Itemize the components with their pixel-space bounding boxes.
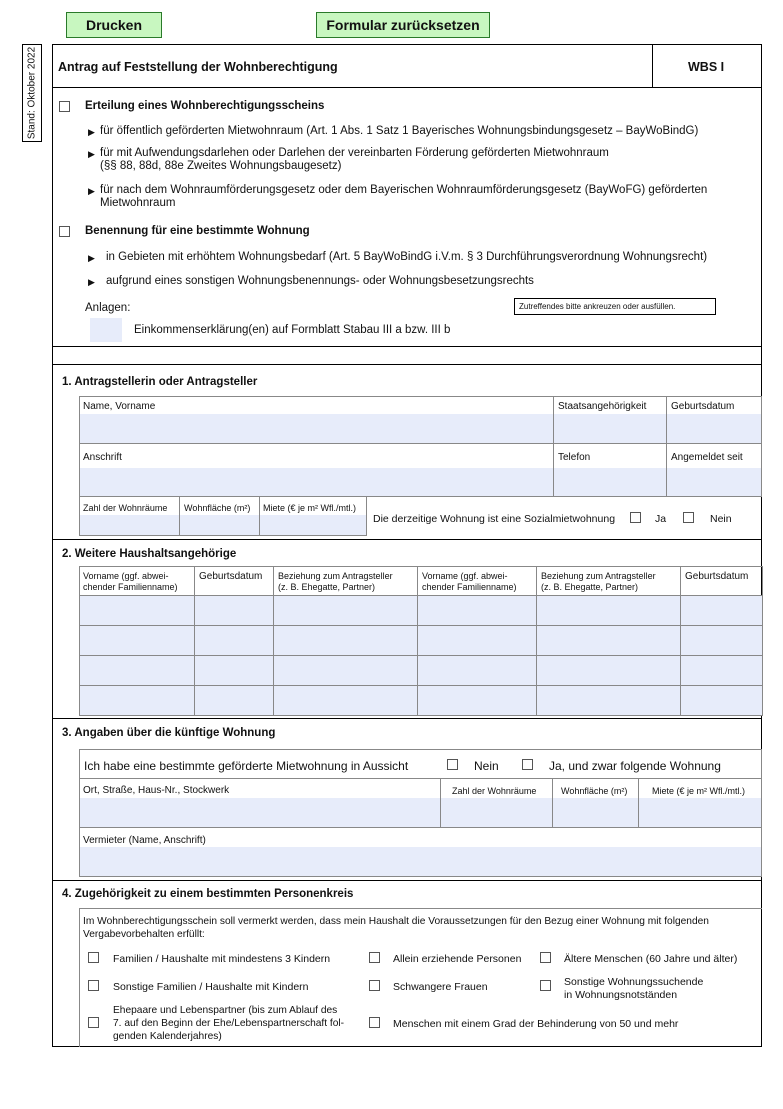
household-input-cell[interactable] [273, 685, 418, 716]
disability-label: Menschen mit einem Grad der Behinderung von 50 und mehr [393, 1018, 679, 1030]
household-input-cell[interactable] [417, 595, 537, 626]
area-input[interactable] [180, 515, 259, 535]
single-parent-label: Allein erziehende Personen [393, 953, 522, 965]
birth-input[interactable] [667, 414, 761, 443]
household-input-cell[interactable] [417, 655, 537, 686]
bullet-icon: ▶ [88, 253, 95, 263]
area-label: Wohnfläche (m²) [184, 503, 251, 513]
household-input-cell[interactable] [194, 625, 274, 656]
household-input-cell[interactable] [417, 685, 537, 716]
anlagen-label: Anlagen: [85, 302, 131, 314]
option1-item: Mietwohnraum [100, 197, 176, 209]
household-input-cell[interactable] [79, 625, 195, 656]
social-question: Die derzeitige Wohnung ist eine Sozialmietwohnung [373, 513, 616, 525]
household-input-cell[interactable] [273, 655, 418, 686]
bullet-icon: ▶ [88, 186, 95, 196]
option1-item: für öffentlich geförderten Mietwohnraum (Art. 1 Abs. 1 Satz 1 Bayerisches Wohnungsbindungsgesetz – BayWoBindG) [100, 125, 699, 137]
emergency-label: in Wohnungsnotständen [564, 989, 678, 1001]
prospect-no-checkbox[interactable] [447, 759, 458, 770]
address-input[interactable] [80, 468, 553, 496]
prospect-yes-checkbox[interactable] [522, 759, 533, 770]
name-input[interactable] [80, 414, 553, 443]
option2-label: Benennung für eine bestimmte Wohnung [85, 225, 310, 237]
household-input-cell[interactable] [194, 655, 274, 686]
rent-label: Miete (€ je m² Wfl./mtl.) [263, 503, 357, 513]
household-input-cell[interactable] [536, 625, 681, 656]
registered-input[interactable] [667, 468, 761, 496]
disability-checkbox[interactable] [369, 1017, 380, 1028]
section4-title: 4. Zugehörigkeit zu einem bestimmten Personenkreis [62, 888, 354, 900]
rooms-input[interactable] [80, 515, 179, 535]
stand-label: Stand: Oktober 2022 [22, 44, 42, 142]
couples-label: 7. auf den Beginn der Ehe/Lebenspartnerschaft fol- [113, 1018, 345, 1029]
future-area-label: Wohnfläche (m²) [561, 786, 628, 796]
divider [52, 364, 762, 365]
nationality-label: Staatsangehörigkeit [558, 401, 647, 412]
hint-box: Zutreffendes bitte ankreuzen oder ausfüllen. [514, 298, 716, 315]
anlage-checkbox[interactable] [90, 318, 122, 342]
phone-label: Telefon [558, 452, 591, 463]
bullet-icon: ▶ [88, 149, 95, 159]
rooms-label: Zahl der Wohnräume [83, 503, 168, 513]
option2-item: aufgrund eines sonstigen Wohnungsbenennungs- oder Wohnungsbesetzungsrechts [106, 275, 534, 287]
reset-form-button[interactable]: Formular zurücksetzen [316, 12, 490, 38]
rent-input[interactable] [260, 515, 366, 535]
birth-label: Geburtsdatum [671, 401, 735, 412]
col-relation-header: Beziehung zum Antragsteller [541, 571, 656, 581]
option2-item: in Gebieten mit erhöhtem Wohnungsbedarf (Art. 5 BayWoBindG i.V.m. § 3 Durchführungsverordnung Wohnungsrecht) [106, 251, 708, 263]
wbs-checkbox[interactable] [59, 101, 70, 112]
col-name-header: chender Familienname) [422, 582, 517, 592]
divider [52, 880, 762, 881]
col-birth-header: Geburtsdatum [199, 571, 263, 582]
household-input-cell[interactable] [79, 655, 195, 686]
divider [52, 346, 762, 347]
future-area-input[interactable] [553, 798, 638, 827]
future-rooms-label: Zahl der Wohnräume [452, 786, 537, 796]
form-title: Antrag auf Feststellung der Wohnberechtigung [58, 60, 338, 74]
option1-label: Erteilung eines Wohnberechtigungsscheins [85, 100, 325, 112]
household-input-cell[interactable] [680, 685, 763, 716]
prospect-question: Ich habe eine bestimmte geförderte Mietwohnung in Aussicht [84, 759, 409, 773]
couples-label: Ehepaare und Lebenspartner (bis zum Ablauf des [113, 1005, 338, 1016]
group-intro: Vergabevorbehalten erfüllt: [83, 929, 205, 940]
social-yes-checkbox[interactable] [630, 512, 641, 523]
location-label: Ort, Straße, Haus-Nr., Stockwerk [83, 785, 230, 796]
household-input-cell[interactable] [536, 655, 681, 686]
col-relation-header: (z. B. Ehegatte, Partner) [541, 582, 639, 592]
col-name-header: Vorname (ggf. abwei- [83, 571, 169, 581]
household-input-cell[interactable] [536, 595, 681, 626]
print-button[interactable]: Drucken [66, 12, 162, 38]
group-intro: Im Wohnberechtigungsschein soll vermerkt werden, dass mein Haushalt die Voraussetzungen für den Bezug einer Wohnung mit folgenden [83, 916, 709, 927]
phone-input[interactable] [554, 468, 666, 496]
col-name-header: Vorname (ggf. abwei- [422, 571, 508, 581]
future-rent-label: Miete (€ je m² Wfl./mtl.) [652, 786, 746, 796]
landlord-input[interactable] [80, 847, 761, 876]
seniors-label: Ältere Menschen (60 Jahre und älter) [564, 953, 738, 965]
section3-title: 3. Angaben über die künftige Wohnung [62, 727, 276, 739]
pregnant-label: Schwangere Frauen [393, 981, 488, 993]
single-parent-checkbox[interactable] [369, 952, 380, 963]
couples-checkbox[interactable] [88, 1017, 99, 1028]
section1-title: 1. Antragstellerin oder Antragsteller [62, 376, 258, 388]
bullet-icon: ▶ [88, 277, 95, 287]
household-input-cell[interactable] [79, 595, 195, 626]
form-code: WBS I [688, 60, 725, 74]
col-relation-header: Beziehung zum Antragsteller [278, 571, 393, 581]
anlage-label: Einkommenserklärung(en) auf Formblatt Stabau III a bzw. III b [134, 324, 451, 336]
option1-item: für mit Aufwendungsdarlehen oder Darlehen der vereinbarten Förderung geförderten Mietwohnraum [100, 147, 609, 159]
couples-label: genden Kalenderjahres) [113, 1031, 222, 1042]
future-rent-input[interactable] [639, 798, 761, 827]
benennung-checkbox[interactable] [59, 226, 70, 237]
large-family-label: Familien / Haushalte mit mindestens 3 Kindern [113, 953, 331, 965]
seniors-checkbox[interactable] [540, 952, 551, 963]
emergency-label: Sonstige Wohnungssuchende [564, 976, 704, 988]
col-name-header: chender Familienname) [83, 582, 178, 592]
other-families-checkbox[interactable] [88, 980, 99, 991]
address-label: Anschrift [83, 452, 122, 463]
location-input[interactable] [80, 798, 440, 827]
pregnant-checkbox[interactable] [369, 980, 380, 991]
household-input-cell[interactable] [417, 625, 537, 656]
household-input-cell[interactable] [536, 685, 681, 716]
col-relation-header: (z. B. Ehegatte, Partner) [278, 582, 376, 592]
household-input-cell[interactable] [680, 655, 763, 686]
name-label: Name, Vorname [83, 401, 156, 412]
social-no-checkbox[interactable] [683, 512, 694, 523]
nationality-input[interactable] [554, 414, 666, 443]
option1-item: für nach dem Wohnraumförderungsgesetz oder dem Bayerischen Wohnraumförderungsgesetz (BayWoFG) geförderten [100, 184, 708, 196]
divider [52, 539, 762, 540]
household-input-cell[interactable] [79, 685, 195, 716]
household-input-cell[interactable] [680, 595, 763, 626]
section2-title: 2. Weitere Haushaltsangehörige [62, 548, 237, 560]
registered-label: Angemeldet seit [671, 452, 743, 463]
household-input-cell[interactable] [680, 625, 763, 656]
future-rooms-input[interactable] [441, 798, 552, 827]
header-line [52, 87, 762, 88]
large-family-checkbox[interactable] [88, 952, 99, 963]
other-families-label: Sonstige Familien / Haushalte mit Kindern [113, 981, 309, 993]
bullet-icon: ▶ [88, 127, 95, 137]
social-no-label: Nein [710, 513, 732, 525]
household-input-cell[interactable] [194, 595, 274, 626]
household-input-cell[interactable] [194, 685, 274, 716]
option1-item: (§§ 88, 88d, 88e Zweites Wohnungsbaugesetz) [100, 160, 342, 172]
household-input-cell[interactable] [273, 625, 418, 656]
emergency-checkbox[interactable] [540, 980, 551, 991]
col-birth-header: Geburtsdatum [685, 571, 749, 582]
prospect-yes-label: Ja, und zwar folgende Wohnung [549, 759, 721, 773]
household-input-cell[interactable] [273, 595, 418, 626]
landlord-label: Vermieter (Name, Anschrift) [83, 835, 206, 846]
prospect-no-label: Nein [474, 759, 499, 773]
header-divider [652, 44, 653, 87]
divider [52, 718, 762, 719]
social-yes-label: Ja [655, 513, 667, 525]
